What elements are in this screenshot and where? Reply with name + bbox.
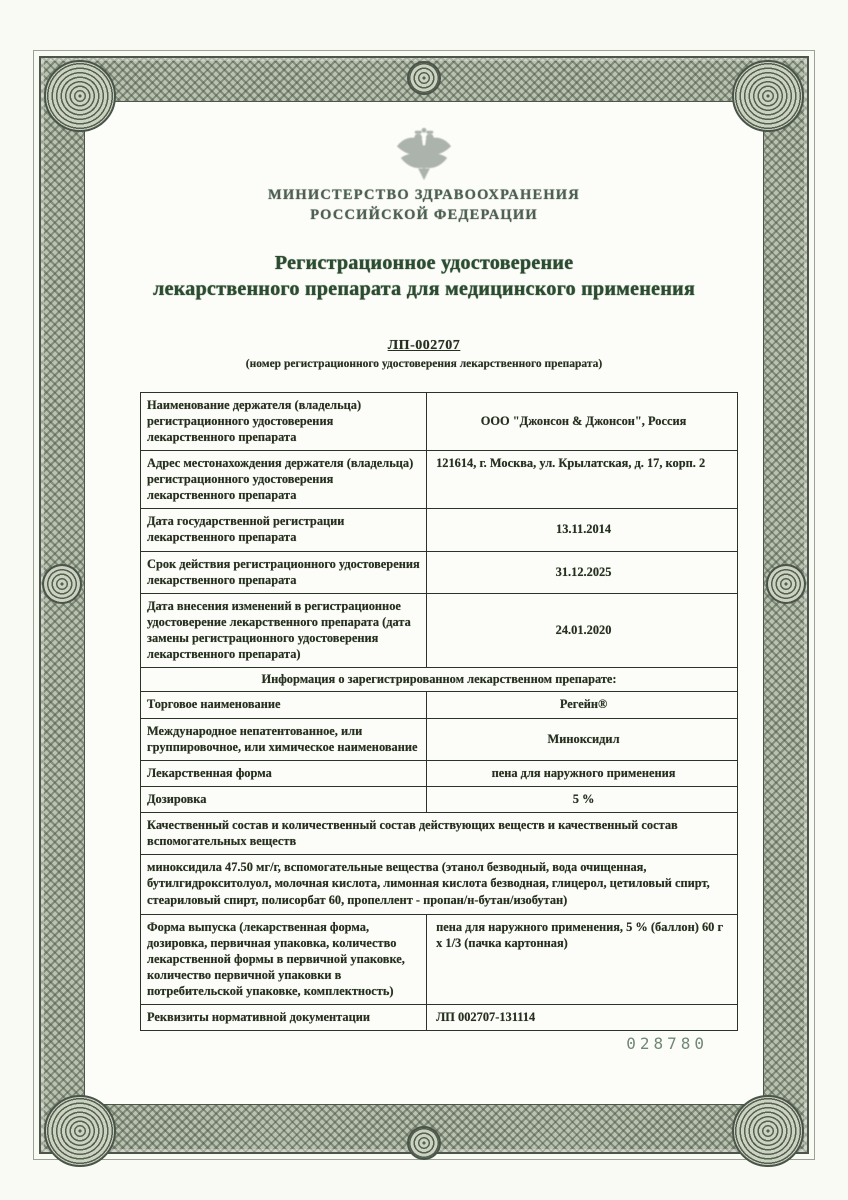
certificate-title <box>84 250 764 302</box>
table-row <box>141 450 737 508</box>
rosette-ornament-icon <box>42 564 82 604</box>
table-row <box>141 393 737 450</box>
row-label: Международное непатентованное, или группировочное, или химическое наименование <box>141 719 427 760</box>
row-label: Торговое наименование <box>141 692 427 717</box>
table-row <box>141 1004 737 1030</box>
table-row <box>141 593 737 668</box>
row-label: Реквизиты нормативной документации <box>141 1005 427 1030</box>
ministry-name <box>84 185 764 226</box>
table-row <box>141 551 737 593</box>
row-value: 13.11.2014 <box>556 522 612 537</box>
row-value: Регейн® <box>559 697 608 712</box>
certificate-title-line2: лекарственного препарата для медицинского применения <box>152 277 696 300</box>
serial-number-stamp: 028780 <box>626 1034 708 1053</box>
table-row <box>141 691 737 717</box>
rosette-ornament-icon <box>766 564 806 604</box>
rosette-ornament-icon <box>407 1126 441 1160</box>
certificate-title-line1: Регистрационное удостоверение <box>274 251 574 274</box>
row-value: пена для наружного применения, 5 % (баллон) 60 г х 1/3 (пачка картонная) <box>436 919 724 950</box>
table-row <box>141 786 737 812</box>
ministry-name-line2: РОССИЙСКОЙ ФЕДЕРАЦИИ <box>310 207 538 224</box>
table-row <box>141 508 737 550</box>
registration-number: ЛП-002707 <box>387 337 461 353</box>
row-value: 31.12.2025 <box>555 564 612 579</box>
row-label: Форма выпуска (лекарственная форма, дозировка, первичная упаковка, количество лекарственной формы в первичной упаковке, количество первичной упаковки в потребительской упаковке, комплектность) <box>141 915 427 1005</box>
row-value: Миноксидил <box>547 731 620 746</box>
certificate-table <box>140 392 738 1032</box>
table-row <box>141 854 737 913</box>
ministry-name-line1: МИНИСТЕРСТВО ЗДРАВООХРАНЕНИЯ <box>268 187 580 203</box>
row-value: 121614, г. Москва, ул. Крылатская, д. 17, корп. 2 <box>436 455 706 470</box>
table-row <box>141 760 737 786</box>
row-label: Дата государственной регистрации лекарственного препарата <box>141 509 427 550</box>
row-value: 24.01.2020 <box>555 623 612 638</box>
row-text: Качественный состав и количественный состав действующих веществ и качественный состав вспомогательных веществ <box>147 818 678 849</box>
rosette-ornament-icon <box>407 61 441 95</box>
row-label: Наименование держателя (владельца) регистрационного удостоверения лекарственного препарата <box>141 393 427 450</box>
row-label: Адрес местонахождения держателя (владельца) регистрационного удостоверения лекарственного препарата <box>141 451 427 508</box>
row-label: Дата внесения изменений в регистрационное удостоверение лекарственного препарата (дата замены регистрационного удостоверения лекарственного препарата) <box>141 594 427 668</box>
certificate-content <box>84 101 764 1105</box>
row-value: ООО "Джонсон & Джонсон", Россия <box>480 413 687 428</box>
row-label: Лекарственная форма <box>141 761 427 786</box>
registration-number-block <box>84 338 764 370</box>
rosette-ornament-icon <box>44 1095 116 1167</box>
section-header: Информация о зарегистрированном лекарственном препарате: <box>261 672 617 687</box>
table-row <box>141 812 737 854</box>
table-row <box>141 667 737 691</box>
registration-number-caption: (номер регистрационного удостоверения лекарственного препарата) <box>245 357 603 370</box>
row-value: пена для наружного применения <box>491 765 676 780</box>
row-label: Срок действия регистрационного удостоверения лекарственного препарата <box>141 552 427 593</box>
table-row <box>141 718 737 760</box>
row-value: ЛП 002707-131114 <box>436 1010 536 1025</box>
row-label: Дозировка <box>141 787 427 812</box>
rosette-ornament-icon <box>732 1095 804 1167</box>
row-value: 5 % <box>572 791 595 806</box>
row-text: миноксидила 47.50 мг/г, вспомогательные вещества (этанол безводный, вода очищенная, бутилгидрокситолуол, молочная кислота, лимонная кислота безводная, глицерол, цетиловый спирт, стеариловый спирт, полисорбат 60, пропеллент - пропан/н-бутан/изобутан) <box>147 860 710 907</box>
table-row <box>141 914 737 1005</box>
coat-of-arms-icon <box>393 125 455 183</box>
